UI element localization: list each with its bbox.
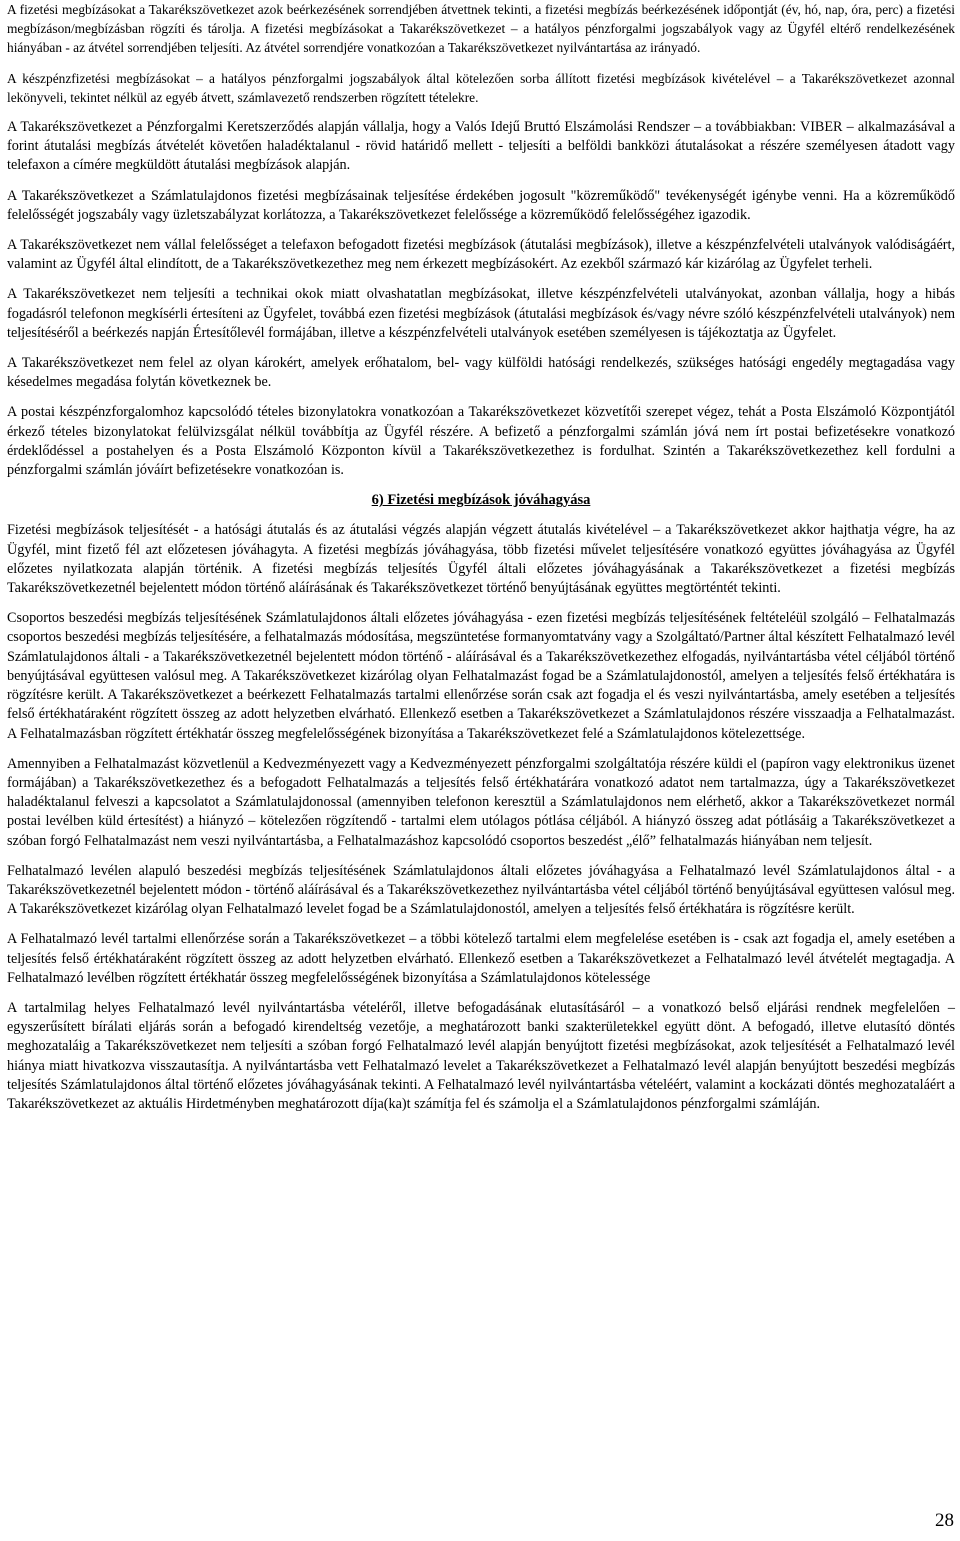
paragraph: A postai készpénzforgalomhoz kapcsolódó tételes bizonylatokra vonatkozóan a Takarékszövetkezet közvetítői szerepet végez, tehát a Posta Elszámoló Központjától érkező tételes bizonylatokat felülvizsgálat nélkül továbbítja az Ügyfél részére. A befizető a pénzforgalmi számlán jóvá nem írt postai befizetésekre vonatkozó érdeklődéssel a postahelyen és a Posta Elszámoló Központon kívül a Takarékszövetkezethez is fordulhat. Szintén a Takarékszövetkezethez kell fordulni a pénzforgalmi számlán jóváírt befizetésekre vonatkozóan is.: [7, 404, 955, 479]
paragraph: A Takarékszövetkezet nem felel az olyan károkért, amelyek erőhatalom, bel- vagy külföldi hatósági rendelkezés, szükséges hatósági engedély megtagadása vagy késedelmes megadása folytán következnek be.: [7, 355, 955, 391]
document-page: [7, 0, 955, 1114]
paragraph: A fizetési megbízásokat a Takarékszövetkezet azok beérkezésének sorrendjében átvettnek tekinti, a fizetési megbízás beérkezésének időpontját (év, hó, nap, óra, perc) a fizetési megbízáson/megbízásban rögzíti és tárolja. A fizetési megbízásokat a Takarékszövetkezet – a hatályos pénzforgalmi jogszabályok vagy az Ügyfél eltérő rendelkezésének hiányában - az átvétel sorrendjében teljesíti. Az átvétel sorrendjére vonatkozóan a Takarékszövetkezet nyilvántartása az irányadó.: [7, 2, 955, 56]
paragraph: A Takarékszövetkezet a Számlatulajdonos fizetési megbízásainak teljesítése érdekében jogosult "közreműködő" tevékenységét igénybe venni. Ha a közreműködő felelősségét jogszabály vagy üzletszabályzat korlátozza, a Takarékszövetkezet felelőssége a közreműködő felelősségéhez igazodik.: [7, 187, 955, 223]
section-heading: 6) Fizetési megbízások jóváhagyása: [371, 492, 591, 509]
page-number: 28: [935, 1510, 954, 1531]
paragraph: Csoportos beszedési megbízás teljesítésének Számlatulajdonos általi előzetes jóváhagyása - ezen fizetési megbízás teljesítésének feltételéül szolgáló – Felhatalmazás csoportos beszedési megbízás teljesítésére, a felhatalmazás módosítása, megszüntetése formanyomtatvány vagy a Szolgáltató/Partner által készített Felhatalmazó levél Számlatulajdonos általi - a Takarékszövetkezetnél bejelentett módon történő - aláírásával és a Takarékszövetkezethez elfogadás, nyilvántartásba vétel céljából történő benyújtásával együttesen valósul meg. A Takarékszövetkezet kizárólag olyan Felhatalmazást fogad be a Számlatulajdonostól, amelyen a teljesítés felső értékhatára is rögzítésre került. A Takarékszövetkezet a beérkezett Felhatalmazás tartalmi ellenőrzése során csak azt fogadja el és veszi nyilvántartásba, amely esetében a teljesítés felső értékhatáraként rögzített összeg az adott helyzetben elvárható. Ellenkező esetben a Takarékszövetkezet a Számlatulajdonos részére visszaadja a Felhatalmazást. A Felhatalmazásban rögzített értékhatár összeg megfelelősségének bizonyítása a Takarékszövetkezet felé a Számlatulajdonos kötelezettsége.: [7, 610, 955, 742]
paragraph: Fizetési megbízások teljesítését - a hatósági átutalás és az átutalási végzés alapján végzett átutalás kivételével – a Takarékszövetkezet akkor hajthatja végre, ha az Ügyfél, mint fizető fél azt előzetesen jóváhagyta. A fizetési megbízás jóváhagyása, több fizetési művelet teljesítésére vonatkozó együttes jóváhagyása az Ügyfél előzetes nyilatkozata alapján történik. A fizetési megbízás teljesítés Ügyfél általi előzetes jóváhagyásának a Takarékszövetkezet a fizetési megbízás Takarékszövetkezetnél bejelentett módon történő aláírásának és Takarékszövetkezet történő benyújtásának együttes megtörténtét tekinti.: [7, 522, 955, 597]
paragraph: A Felhatalmazó levél tartalmi ellenőrzése során a Takarékszövetkezet – a többi kötelező tartalmi elem megfelelése esetében is - csak azt fogadja el, amely esetében a teljesítés felső értékhatáraként rögzített összeg az adott helyzetben elvárható. Ellenkező esetben a Takarékszövetkezet a Felhatalmazó levél átvételét megtagadja. A Felhatalmazó levélben rögzített értékhatár összeg megfelelősségének bizonyítása a Számlatulajdonos kötelessége: [7, 931, 955, 986]
paragraph: A tartalmilag helyes Felhatalmazó levél nyilvántartásba vételéről, illetve befogadásának elutasításáról – a vonatkozó belső eljárási rendnek megfelelően – egyszerűsített bírálati eljárás során a befogadó kirendeltség vezetője, a meghatározott banki szakterületekkel együtt dönt. A befogadó, illetve elutasító döntés meghozataláig a Takarékszövetkezet nem teljesíti a szóban forgó Felhatalmazó levél alapján benyújtott fizetési megbízásokat, azok teljesítését a Felhatalmazó levél hiánya miatt hivatkozva visszautasítja. A nyilvántartásba vett Felhatalmazó levelet a Takarékszövetkezet a Felhatalmazó levél alapján benyújtott beszedési megbízás teljesítés Számlatulajdonos által történő előzetes jóváhagyásának tekinti. A Felhatalmazó levél nyilvántartásba vételéért, valamint a kockázati döntés meghozataláért a Takarékszövetkezet az aktuális Hirdetményben meghatározott díja(ka)t számítja fel és számolja el a Számlatulajdonos pénzforgalmi számláján.: [7, 999, 955, 1112]
paragraph: A Takarékszövetkezet a Pénzforgalmi Keretszerződés alapján vállalja, hogy a Valós Idejű Bruttó Elszámolási Rendszer – a továbbiakban: VIBER – alkalmazásával a forint átutalási megbízás átvételét követően haladéktalanul - rövid határidő mellett - teljesíti a belföldi bankközi átutalásokat a részére személyesen átadott vagy telefaxon a címére megküldött átutalási megbízások alapján.: [7, 119, 955, 174]
paragraph: A Takarékszövetkezet nem vállal felelősséget a telefaxon befogadott fizetési megbízások (átutalási megbízások), illetve a készpénzfelvételi utalványok valódiságáért, valamint az Ügyfél által elindított, de a Takarékszövetkezethez meg nem érkezett megbízásokért. Az ezekből származó kár kizárólag az Ügyfelet terheli.: [7, 237, 955, 273]
paragraph: A Takarékszövetkezet nem teljesíti a technikai okok miatt olvashatatlan megbízásokat, illetve készpénzfelvételi utalványokat, azonban vállalja, hogy a hibás fogadásról telefonon megkísérli értesíteni az Ügyfelet, továbbá ezen fizetési megbízások (átutalási megbízások és/vagy névre szóló készpénzfelvételi utalványok) nem teljesítéséről a beérkezés napján Értesítőlevél formájában, illetve a készpénzfelvételi utalványok esetében személyesen is tájékoztatja az Ügyfelet.: [7, 286, 955, 341]
paragraph: Felhatalmazó levélen alapuló beszedési megbízás teljesítésének Számlatulajdonos általi előzetes jóváhagyása a Felhatalmazó levél Számlatulajdonos által - a Takarékszövetkezetnél bejelentett módon - történő aláírásával és a Takarékszövetkezethez nyilvántartásba vétel céljából történő benyújtásával együttesen valósul meg. A Takarékszövetkezet kizárólag olyan Felhatalmazó levelet fogad be a Számlatulajdonostól, amelyen a teljesítés felső értékhatára is rögzítésre került.: [7, 862, 955, 918]
paragraph: Amennyiben a Felhatalmazást közvetlenül a Kedvezményezett vagy a Kedvezményezett pénzforgalmi szolgáltatója részére küldi el (papíron vagy elektronikus üzenet formájában) a Takarékszövetkezethez és a befogadott Felhatalmazás a teljesítés felső értékhatárára vonatkozó adatot nem tartalmazza, úgy a Takarékszövetkezet haladéktalanul felveszi a kapcsolatot a Számlatulajdonossal (amennyiben telefonon keresztül a Számlatulajdonos nem elérhető, akkor a Takarékszövetkezet normál postai levélben küld értesítést) a hiányzó – kötelezően rögzítendő - tartalmi elem utólagos pótlása céljából. A hiányzó összeg adat pótlásáig a Takarékszövetkezet a szóban forgó Felhatalmazást nem veszi nyilvántartásba, a Felhatalmazáshoz kapcsolódó csoportos beszedést „élő” felhatalmazás hiányában nem teljesít.: [7, 755, 955, 849]
paragraph: A készpénzfizetési megbízásokat – a hatályos pénzforgalmi jogszabályok által kötelezően sorba állított fizetési megbízások kivételével – a Takarékszövetkezet azonnal lekönyveli, tekintet nélkül az egyéb átvett, számlavezető rendszerben rögzített tételekre.: [7, 70, 955, 105]
